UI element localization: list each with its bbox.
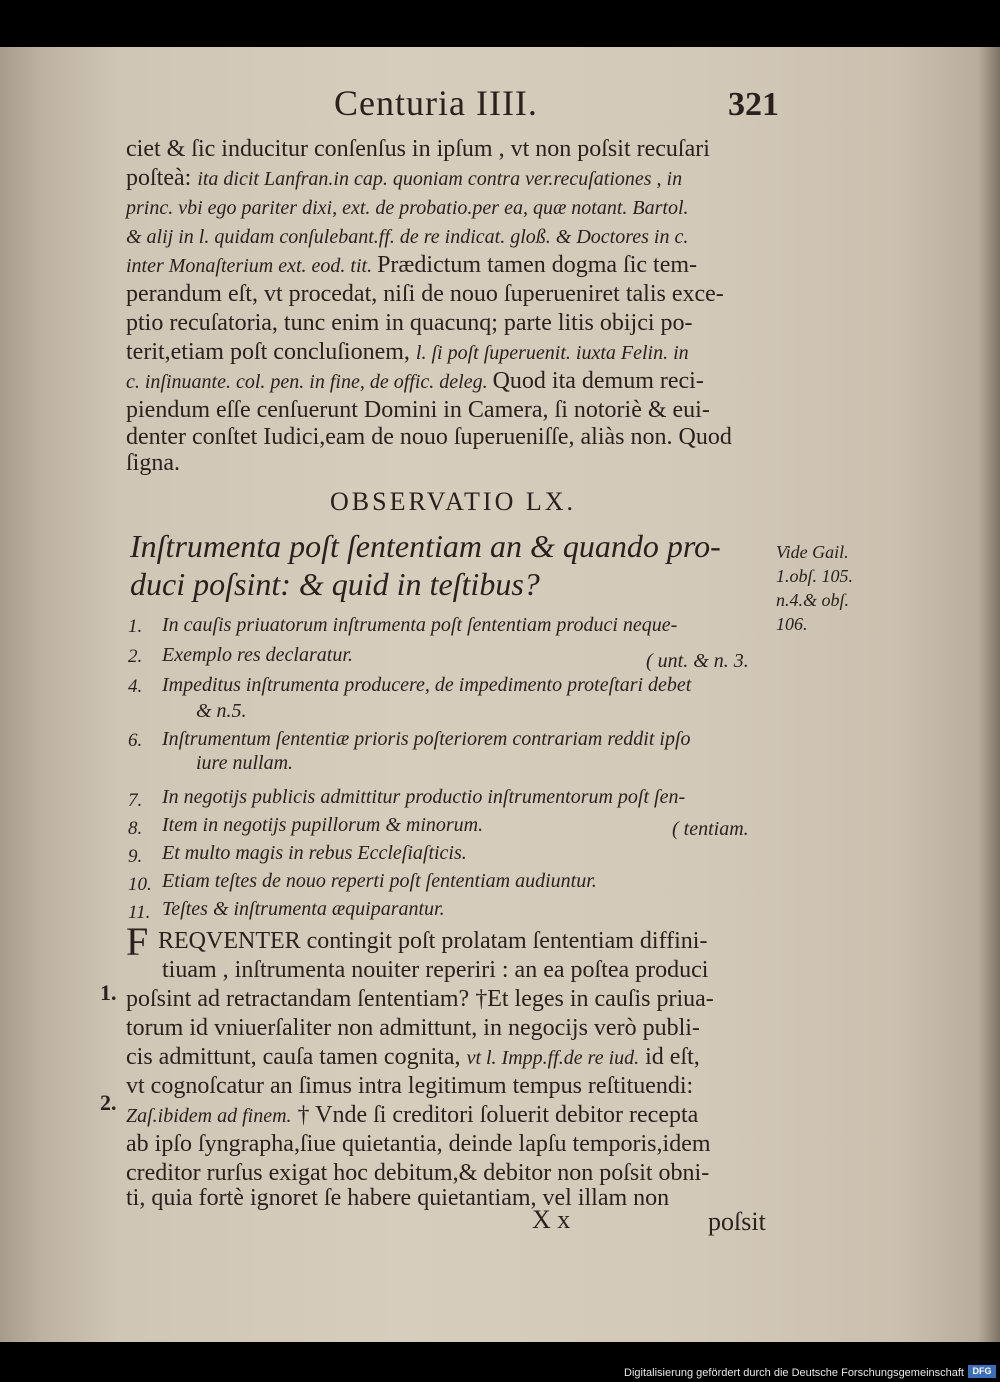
text-line: ciet & ſic inducitur conſenſus in ipſum , vt non poſsit recuſari bbox=[126, 136, 710, 162]
text-line: ti, quia fortè ignoret ſe habere quietantiam, vel illam non bbox=[126, 1185, 670, 1211]
text-line: inter Monaſterium ext. eod. tit. Prædictum tamen dogma ſic tem- bbox=[126, 252, 698, 278]
dfg-logo: DFG bbox=[968, 1365, 996, 1378]
summary-item: Teſtes & inſtrumenta æquiparantur. bbox=[162, 898, 445, 920]
drop-cap: F bbox=[126, 919, 149, 964]
summary-number: 10. bbox=[128, 874, 152, 895]
margin-note-line: Vide Gail. bbox=[776, 542, 849, 562]
text-line: ſigna. bbox=[126, 450, 180, 476]
summary-number: 11. bbox=[128, 902, 151, 923]
summary-item: Impeditus inſtrumenta producere, de impedimento proteſtari debet bbox=[162, 674, 692, 696]
summary-number: 2. bbox=[128, 646, 143, 667]
text-line: ptio recuſatoria, tunc enim in quacunq; parte litis obijci po- bbox=[126, 310, 693, 336]
catchword: poſsit bbox=[708, 1207, 766, 1236]
summary-item: iure nullam. bbox=[196, 752, 294, 774]
running-header: Centuria IIII. bbox=[334, 83, 538, 123]
text-line: cis admittunt, cauſa tamen cognita, vt l. Impp.ff.de re iud. id eſt, bbox=[126, 1044, 700, 1070]
text-line: poſsint ad retractandam ſententiam? †Et leges in cauſis priua- bbox=[126, 986, 714, 1012]
marginal-number: 1. bbox=[100, 980, 117, 1005]
summary-number: 6. bbox=[128, 730, 143, 751]
text-line: creditor rurſus exigat hoc debitum,& debitor non poſsit obni- bbox=[126, 1160, 710, 1186]
section-heading: OBSERVATIO LX. bbox=[330, 487, 577, 516]
text-line: REQVENTER contingit poſt prolatam ſententiam diffini- bbox=[158, 928, 708, 954]
summary-item: Etiam teſtes de nouo reperti poſt ſententiam audiuntur. bbox=[162, 870, 597, 892]
summary-number: 4. bbox=[128, 676, 143, 697]
page-number: 321 bbox=[728, 86, 779, 123]
text-line: piendum eſſe cenſuerunt Domini in Camera, ſi notoriè & eui- bbox=[126, 397, 710, 423]
summary-continuation: ( unt. & n. 3. bbox=[646, 650, 749, 672]
summary-item: Et multo magis in rebus Eccleſiaſticis. bbox=[162, 842, 467, 864]
margin-note-line: n.4.& obſ. bbox=[776, 590, 850, 610]
text-line: torum id vniuerſaliter non admittunt, in negocijs verò publi- bbox=[126, 1015, 700, 1041]
text-line: vt cognoſcatur an ſimus intra legitimum tempus reſtituendi: bbox=[126, 1073, 694, 1099]
marginal-number: 2. bbox=[100, 1090, 117, 1115]
summary-item: In negotijs publicis admittitur productio inſtrumentorum poſt ſen- bbox=[162, 786, 686, 808]
digitization-credit: Digitalisierung gefördert durch die Deutsche Forschungsgemeinschaft bbox=[624, 1367, 964, 1379]
summary-number: 9. bbox=[128, 846, 143, 867]
text-line: terit,etiam poſt concluſionem, l. ſi poſt ſuperuenit. iuxta Felin. in bbox=[126, 339, 689, 365]
margin-note-line: 1.obſ. 105. bbox=[776, 566, 854, 586]
page-edge-shadow bbox=[978, 47, 1000, 1342]
text-line: poſteà: ita dicit Lanfran.in cap. quoniam contra ver.recuſationes , in bbox=[126, 165, 683, 191]
section-title-line: Inſtrumenta poſt ſententiam an & quando pro- bbox=[130, 528, 721, 564]
text-line: denter conſtet Iudici,eam de nouo ſuperueniſſe, aliàs non. Quod bbox=[126, 424, 732, 450]
summary-item: & n.5. bbox=[196, 700, 247, 722]
text-line: Zaſ.ibidem ad finem. † Vnde ſi creditori ſoluerit debitor recepta bbox=[126, 1102, 699, 1128]
text-line: c. inſinuante. col. pen. in fine, de offic. deleg. Quod ita demum reci- bbox=[126, 368, 704, 394]
summary-item: Inſtrumentum ſententiæ prioris poſteriorem contrariam reddit ipſo bbox=[162, 728, 691, 750]
summary-item: Exemplo res declaratur. bbox=[162, 644, 353, 666]
summary-number: 7. bbox=[128, 790, 143, 811]
summary-number: 8. bbox=[128, 818, 143, 839]
text-line: princ. vbi ego pariter dixi, ext. de probatio.per ea, quæ notant. Bartol. bbox=[126, 197, 689, 219]
summary-item: Item in negotijs pupillorum & minorum. bbox=[162, 814, 484, 836]
signature-mark: X x bbox=[532, 1205, 571, 1234]
text-line: & alij in l. quidam conſulebant.ff. de re indicat. gloß. & Doctores in c. bbox=[126, 226, 689, 248]
summary-number: 1. bbox=[128, 616, 143, 637]
summary-continuation: ( tentiam. bbox=[672, 818, 749, 840]
margin-note-line: 106. bbox=[776, 614, 808, 634]
text-line: ab ipſo ſyngrapha,ſiue quietantia, deinde lapſu temporis,idem bbox=[126, 1131, 711, 1157]
section-title-line: duci poſsint: & quid in teſtibus? bbox=[130, 566, 540, 602]
text-line: perandum eſt, vt procedat, niſi de nouo ſuperueniret talis exce- bbox=[126, 281, 724, 307]
summary-item: In cauſis priuatorum inſtrumenta poſt ſententiam produci neque- bbox=[162, 614, 678, 636]
text-line: tiuam , inſtrumenta nouiter reperiri : an ea poſtea produci bbox=[162, 957, 709, 983]
